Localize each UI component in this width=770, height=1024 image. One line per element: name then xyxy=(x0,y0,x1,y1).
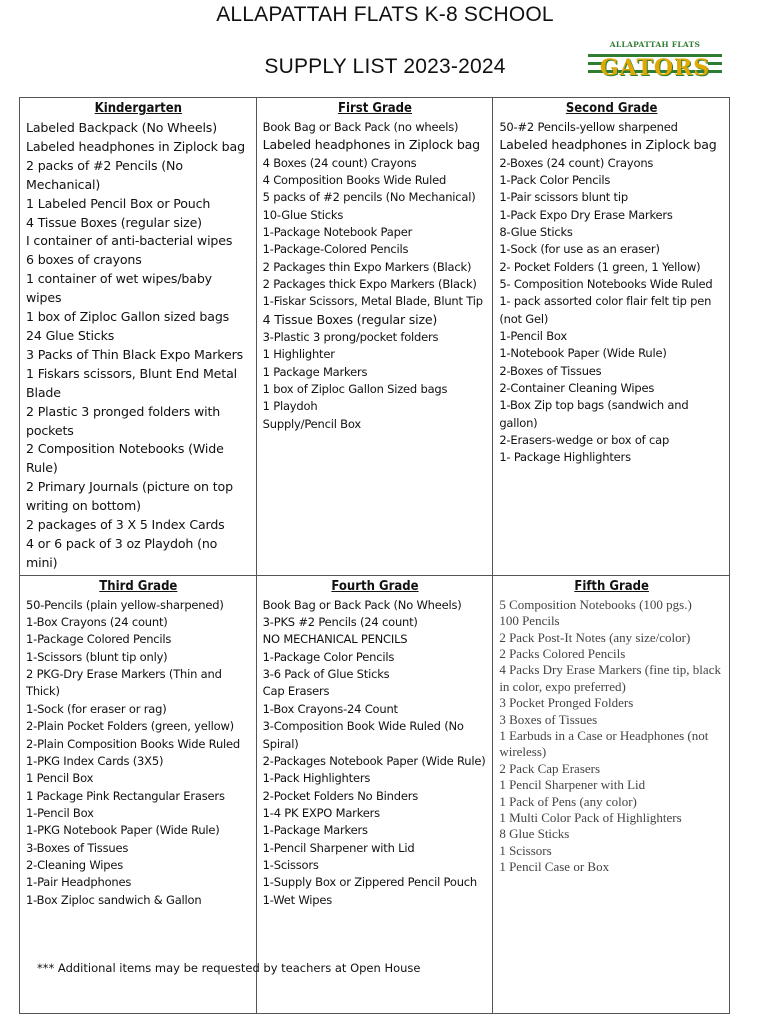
third-grade-cell xyxy=(20,575,257,1013)
list-item: 1 Pencil Sharpener with Lid xyxy=(499,777,646,793)
list-item: Labeled headphones in Ziplock bag xyxy=(262,137,480,153)
list-item: 1-Package-Colored Pencils xyxy=(262,242,409,257)
school-name: ALLAPATTAH FLATS K-8 SCHOOL xyxy=(216,3,554,26)
list-item: 1 Multi Color Pack of Highlighters xyxy=(499,810,682,826)
list-item: 1-PKG Notebook Paper (Wide Rule) xyxy=(26,823,220,838)
kindergarten-heading: Kindergarten xyxy=(94,101,183,116)
list-item: 1 Earbuds in a Case or Headphones (not wireless) xyxy=(499,728,709,760)
list-item: 2 packages of 3 X 5 Index Cards xyxy=(26,517,225,533)
list-item: 2 Primary Journals (picture on top writing on bottom) xyxy=(26,479,233,514)
list-item: 1-Supply Box or Zippered Pencil Pouch xyxy=(262,875,477,890)
list-item: 2-Container Cleaning Wipes xyxy=(499,381,655,396)
kindergarten-list xyxy=(26,119,251,573)
list-item: 1-Scissors xyxy=(262,857,319,872)
list-item: 3-6 Pack of Glue Sticks xyxy=(262,667,390,682)
list-item: 4 or 6 pack of 3 oz Playdoh (no mini) xyxy=(26,535,218,570)
list-item: 1-Box Crayons-24 Count xyxy=(262,701,398,716)
list-item: 2 PKG-Dry Erase Markers (Thin and Thick) xyxy=(26,667,222,699)
list-item: 1-Pencil Sharpener with Lid xyxy=(262,840,415,855)
list-item: Labeled Backpack (No Wheels) xyxy=(26,120,217,135)
fifth-grade-list xyxy=(499,597,724,876)
list-item: 1-Pack Expo Dry Erase Markers xyxy=(499,207,673,222)
list-item: 4 Tissue Boxes (regular size) xyxy=(26,214,202,230)
list-item: 3-PKS #2 Pencils (24 count) xyxy=(262,615,418,630)
list-item: 2 Plastic 3 pronged folders with pockets xyxy=(26,403,221,438)
list-item: 3-Boxes of Tissues xyxy=(26,840,129,855)
list-item: 4 Boxes (24 count) Crayons xyxy=(262,155,417,170)
list-item: Book Bag or Back Pack (no wheels) xyxy=(262,120,459,134)
list-item: 1 Labeled Pencil Box or Pouch xyxy=(26,195,211,211)
logo-school-text: ALLAPATTAH FLATS xyxy=(609,40,701,49)
list-item: 2-Packages Notebook Paper (Wide Rule) xyxy=(262,753,486,768)
list-item: 2-Erasers-wedge or box of cap xyxy=(499,433,670,448)
list-item: 1-Sock (for eraser or rag) xyxy=(26,701,167,716)
list-item: 1 Scissors xyxy=(499,842,552,858)
table-row xyxy=(20,575,730,1013)
list-item: 1-Pair scissors blunt tip xyxy=(499,190,628,205)
logo-word: GATORS xyxy=(599,55,711,81)
list-item: 1-Box Zip top bags (sandwich and gallon) xyxy=(499,398,689,430)
list-item: 3-Composition Book Wide Ruled (No Spiral) xyxy=(262,719,464,751)
third-grade-heading: Third Grade xyxy=(99,578,178,594)
list-item: 2-Boxes (24 count) Crayons xyxy=(499,155,654,170)
first-grade-list xyxy=(263,119,488,433)
list-item: 2 Packages thick Expo Markers (Black) xyxy=(262,276,477,291)
list-item: 10-Glue Sticks xyxy=(262,207,344,222)
list-item: 2- Pocket Folders (1 green, 1 Yellow) xyxy=(499,259,701,274)
list-item: 1 Package Pink Rectangular Erasers xyxy=(26,788,225,803)
list-item: 1-Package Notebook Paper xyxy=(262,224,413,239)
list-item: 3 Boxes of Tissues xyxy=(499,711,598,727)
list-item: 2 Pack Cap Erasers xyxy=(499,760,601,776)
table-row xyxy=(20,98,730,576)
list-item: 3 Packs of Thin Black Expo Markers xyxy=(26,346,244,362)
list-item: 2 Packages thin Expo Markers (Black) xyxy=(262,259,472,274)
list-item: Cap Erasers xyxy=(262,684,330,699)
supply-list-title: SUPPLY LIST 2023-2024 xyxy=(264,55,506,78)
list-item: 1- Package Highlighters xyxy=(499,450,631,465)
list-item: 50-Pencils (plain yellow-sharpened) xyxy=(26,597,224,612)
list-item: 2-Boxes of Tissues xyxy=(499,363,602,378)
supply-table xyxy=(19,97,730,1014)
list-item: 1-Wet Wipes xyxy=(262,892,333,907)
list-item: 1-Package Color Pencils xyxy=(262,649,395,664)
list-item: 1 Highlighter xyxy=(262,347,335,362)
list-item: Labeled headphones in Ziplock bag xyxy=(26,138,245,154)
list-item: 1 Playdoh xyxy=(262,399,318,414)
list-item: 2-Pocket Folders No Binders xyxy=(262,788,419,803)
list-item: 1 Pencil Box xyxy=(26,771,94,786)
list-item: 5- Composition Notebooks Wide Ruled xyxy=(499,276,713,291)
list-item: 1-Notebook Paper (Wide Rule) xyxy=(499,346,667,361)
second-grade-heading: Second Grade xyxy=(565,101,658,116)
list-item: 1-PKG Index Cards (3X5) xyxy=(26,753,164,768)
list-item: 5 packs of #2 pencils (No Mechanical) xyxy=(262,190,476,205)
list-item: 1-Fiskar Scissors, Metal Blade, Blunt Tip xyxy=(262,294,483,309)
list-item: I container of anti-bacterial wipes xyxy=(26,233,233,249)
second-grade-cell xyxy=(493,98,730,576)
list-item: 1-Pack Highlighters xyxy=(262,771,371,786)
list-item: 50-#2 Pencils-yellow sharpened xyxy=(499,120,678,134)
gators-logo xyxy=(588,40,722,81)
list-item: 1-Sock (for use as an eraser) xyxy=(499,242,660,257)
list-item: NO MECHANICAL PENCILS xyxy=(262,632,408,647)
list-item: Supply/Pencil Box xyxy=(262,416,361,431)
list-item: 1-Box Ziploc sandwich & Gallon xyxy=(26,892,202,907)
list-item: 1 Pack of Pens (any color) xyxy=(499,793,637,809)
list-item: 1 box of Ziploc Gallon Sized bags xyxy=(262,381,448,396)
list-item: 1 Fiskars scissors, Blunt End Metal Blade xyxy=(26,365,237,400)
list-item: 4 Tissue Boxes (regular size) xyxy=(262,311,438,327)
list-item: 2-Cleaning Wipes xyxy=(26,857,124,872)
list-item: 1-Package Colored Pencils xyxy=(26,632,172,647)
list-item: 3 Pocket Pronged Folders xyxy=(499,695,634,711)
list-item: 1-Package Markers xyxy=(262,823,368,838)
fifth-grade-cell xyxy=(493,575,730,1013)
list-item: 1-Pencil Box xyxy=(26,805,94,820)
list-item: 1-Box Crayons (24 count) xyxy=(26,615,168,630)
fourth-grade-list xyxy=(263,597,488,909)
list-item: Labeled headphones in Ziplock bag xyxy=(499,137,717,153)
list-item: 1-Pack Color Pencils xyxy=(499,172,611,187)
list-item: 2 Pack Post-It Notes (any size/color) xyxy=(499,629,691,645)
list-item: Book Bag or Back Pack (No Wheels) xyxy=(262,597,462,612)
kindergarten-cell xyxy=(20,98,257,576)
list-item: 8-Glue Sticks xyxy=(499,224,573,239)
list-item: 1-Pencil Box xyxy=(499,328,568,343)
list-item: 1 container of wet wipes/baby wipes xyxy=(26,271,212,306)
list-item: 6 boxes of crayons xyxy=(26,252,142,268)
third-grade-list xyxy=(26,597,251,909)
list-item: 1 box of Ziploc Gallon sized bags xyxy=(26,309,230,325)
first-grade-cell xyxy=(256,98,493,576)
list-item: 3-Plastic 3 prong/pocket folders xyxy=(262,329,439,344)
list-item: 1 Package Markers xyxy=(262,364,368,379)
fourth-grade-heading: Fourth Grade xyxy=(331,578,419,594)
list-item: 4 Packs Dry Erase Markers (fine tip, black in color, expo preferred) xyxy=(499,662,721,694)
list-item: 100 Pencils xyxy=(499,613,560,629)
list-item: 5 Composition Notebooks (100 pgs.) xyxy=(499,596,692,612)
list-item: 2 Packs Colored Pencils xyxy=(499,645,626,661)
list-item: 8 Glue Sticks xyxy=(499,826,570,842)
footer-note: *** Additional items may be requested by teachers at Open House xyxy=(37,961,421,975)
second-grade-list xyxy=(499,119,724,467)
list-item: 1-4 PK EXPO Markers xyxy=(262,805,380,820)
list-item: 1-Pair Headphones xyxy=(26,875,132,890)
list-item: 2-Plain Pocket Folders (green, yellow) xyxy=(26,719,234,734)
list-item: 2 Composition Notebooks (Wide Rule) xyxy=(26,441,224,476)
first-grade-heading: First Grade xyxy=(338,101,412,116)
list-item: 24 Glue Sticks xyxy=(26,327,115,343)
list-item: 1-Scissors (blunt tip only) xyxy=(26,649,168,664)
list-item: 2 packs of #2 Pencils (No Mechanical) xyxy=(26,157,183,192)
list-item: 2-Plain Composition Books Wide Ruled xyxy=(26,736,241,751)
list-item: 1 Pencil Case or Box xyxy=(499,859,610,875)
fifth-grade-heading: Fifth Grade xyxy=(574,578,649,594)
list-item: 4 Composition Books Wide Ruled xyxy=(262,172,447,187)
logo-bar xyxy=(588,50,722,81)
list-item: 1- pack assorted color flair felt tip pen (not Gel) xyxy=(499,294,712,326)
fourth-grade-cell xyxy=(256,575,493,1013)
